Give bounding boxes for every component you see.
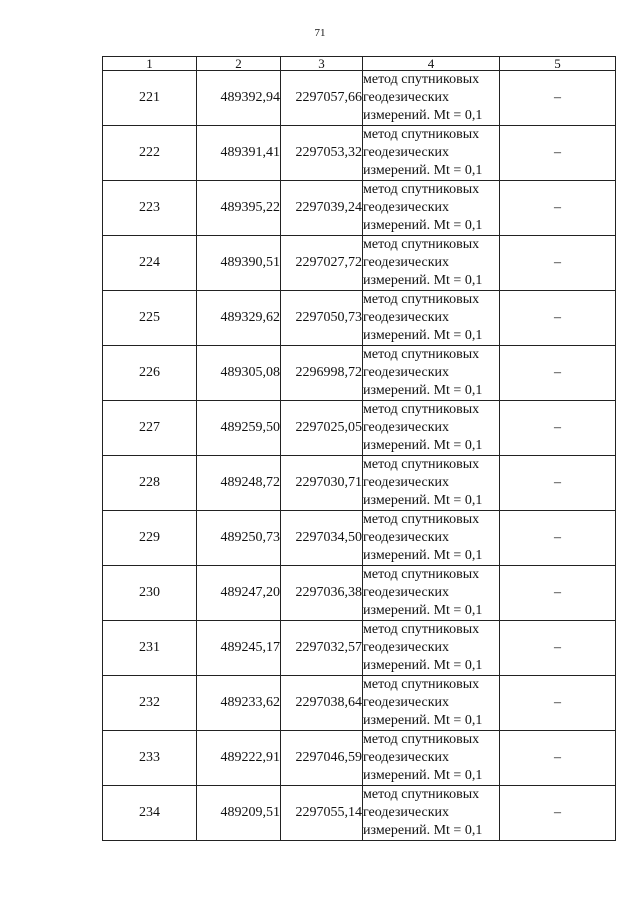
method-line: измерений. Mt = 0,1 [363, 218, 483, 233]
method-line: измерений. Mt = 0,1 [363, 603, 483, 618]
table-row [103, 676, 616, 731]
coordinates-table [102, 56, 616, 841]
y-coordinate-cell: 2297027,72 [281, 236, 363, 291]
x-coordinate-cell: 489390,51 [197, 236, 281, 291]
x-coordinate-cell: 489245,17 [197, 621, 281, 676]
method-line: геодезических [363, 805, 450, 820]
note-cell: – [500, 786, 616, 841]
method-line: геодезических [363, 255, 450, 270]
method-line: измерений. Mt = 0,1 [363, 383, 483, 398]
point-number-cell: 232 [103, 676, 197, 731]
method-line: измерений. Mt = 0,1 [363, 713, 483, 728]
y-coordinate-cell: 2297034,50 [281, 511, 363, 566]
column-header-2: 2 [197, 57, 281, 71]
note-cell: – [500, 676, 616, 731]
table-body [103, 71, 616, 841]
point-number-cell: 230 [103, 566, 197, 621]
method-line: геодезических [363, 640, 450, 655]
method-line: измерений. Mt = 0,1 [363, 163, 483, 178]
table-row [103, 236, 616, 291]
table-row [103, 181, 616, 236]
method-line: метод спутниковых [363, 402, 480, 417]
y-coordinate-cell: 2297038,64 [281, 676, 363, 731]
point-number-cell: 222 [103, 126, 197, 181]
x-coordinate-cell: 489222,91 [197, 731, 281, 786]
method-cell [363, 181, 500, 236]
x-coordinate-cell: 489233,62 [197, 676, 281, 731]
table-row [103, 71, 616, 126]
method-line: геодезических [363, 750, 450, 765]
method-cell [363, 786, 500, 841]
table-row [103, 511, 616, 566]
x-coordinate-cell: 489329,62 [197, 291, 281, 346]
method-cell [363, 401, 500, 456]
method-line: измерений. Mt = 0,1 [363, 768, 483, 783]
method-line: геодезических [363, 200, 450, 215]
method-cell [363, 676, 500, 731]
point-number-cell: 224 [103, 236, 197, 291]
method-line: геодезических [363, 585, 450, 600]
method-cell [363, 511, 500, 566]
table-row [103, 456, 616, 511]
y-coordinate-cell: 2296998,72 [281, 346, 363, 401]
y-coordinate-cell: 2297053,32 [281, 126, 363, 181]
method-cell [363, 291, 500, 346]
x-coordinate-cell: 489395,22 [197, 181, 281, 236]
point-number-cell: 226 [103, 346, 197, 401]
x-coordinate-cell: 489392,94 [197, 71, 281, 126]
table-row [103, 126, 616, 181]
note-cell: – [500, 621, 616, 676]
point-number-cell: 225 [103, 291, 197, 346]
column-header-5: 5 [500, 57, 616, 71]
method-line: метод спутниковых [363, 567, 480, 582]
method-line: геодезических [363, 90, 450, 105]
method-cell [363, 456, 500, 511]
method-line: геодезических [363, 310, 450, 325]
method-cell [363, 566, 500, 621]
method-line: метод спутниковых [363, 127, 480, 142]
x-coordinate-cell: 489250,73 [197, 511, 281, 566]
method-cell [363, 731, 500, 786]
y-coordinate-cell: 2297050,73 [281, 291, 363, 346]
method-line: метод спутниковых [363, 787, 480, 802]
y-coordinate-cell: 2297055,14 [281, 786, 363, 841]
note-cell: – [500, 401, 616, 456]
y-coordinate-cell: 2297032,57 [281, 621, 363, 676]
method-line: геодезических [363, 420, 450, 435]
method-line: геодезических [363, 145, 450, 160]
method-line: метод спутниковых [363, 292, 480, 307]
method-line: метод спутниковых [363, 457, 480, 472]
point-number-cell: 229 [103, 511, 197, 566]
method-line: метод спутниковых [363, 622, 480, 637]
note-cell: – [500, 456, 616, 511]
table-row [103, 291, 616, 346]
table-row [103, 566, 616, 621]
point-number-cell: 227 [103, 401, 197, 456]
method-line: метод спутниковых [363, 237, 480, 252]
method-cell [363, 346, 500, 401]
method-line: измерений. Mt = 0,1 [363, 548, 483, 563]
method-cell [363, 126, 500, 181]
method-line: геодезических [363, 530, 450, 545]
x-coordinate-cell: 489209,51 [197, 786, 281, 841]
y-coordinate-cell: 2297030,71 [281, 456, 363, 511]
note-cell: – [500, 126, 616, 181]
table-row [103, 621, 616, 676]
column-header-1: 1 [103, 57, 197, 71]
column-header-4: 4 [363, 57, 500, 71]
x-coordinate-cell: 489391,41 [197, 126, 281, 181]
note-cell: – [500, 566, 616, 621]
method-line: метод спутниковых [363, 347, 480, 362]
method-line: измерений. Mt = 0,1 [363, 823, 483, 838]
note-cell: – [500, 236, 616, 291]
table-row [103, 786, 616, 841]
table-header-row [103, 57, 616, 71]
y-coordinate-cell: 2297057,66 [281, 71, 363, 126]
note-cell: – [500, 71, 616, 126]
point-number-cell: 234 [103, 786, 197, 841]
table-row [103, 401, 616, 456]
column-header-3: 3 [281, 57, 363, 71]
method-line: метод спутниковых [363, 182, 480, 197]
method-cell [363, 236, 500, 291]
table-row [103, 346, 616, 401]
point-number-cell: 233 [103, 731, 197, 786]
page-number: 71 [314, 27, 326, 39]
point-number-cell: 223 [103, 181, 197, 236]
note-cell: – [500, 511, 616, 566]
method-line: метод спутниковых [363, 512, 480, 527]
note-cell: – [500, 346, 616, 401]
method-line: измерений. Mt = 0,1 [363, 328, 483, 343]
x-coordinate-cell: 489305,08 [197, 346, 281, 401]
y-coordinate-cell: 2297036,38 [281, 566, 363, 621]
note-cell: – [500, 181, 616, 236]
method-line: измерений. Mt = 0,1 [363, 438, 483, 453]
method-line: геодезических [363, 365, 450, 380]
method-line: метод спутниковых [363, 72, 480, 87]
method-line: метод спутниковых [363, 677, 480, 692]
y-coordinate-cell: 2297025,05 [281, 401, 363, 456]
x-coordinate-cell: 489247,20 [197, 566, 281, 621]
point-number-cell: 228 [103, 456, 197, 511]
x-coordinate-cell: 489248,72 [197, 456, 281, 511]
y-coordinate-cell: 2297046,59 [281, 731, 363, 786]
point-number-cell: 221 [103, 71, 197, 126]
y-coordinate-cell: 2297039,24 [281, 181, 363, 236]
method-line: измерений. Mt = 0,1 [363, 108, 483, 123]
method-cell [363, 71, 500, 126]
method-line: измерений. Mt = 0,1 [363, 493, 483, 508]
note-cell: – [500, 731, 616, 786]
note-cell: – [500, 291, 616, 346]
method-line: измерений. Mt = 0,1 [363, 273, 483, 288]
method-line: метод спутниковых [363, 732, 480, 747]
method-line: измерений. Mt = 0,1 [363, 658, 483, 673]
method-line: геодезических [363, 475, 450, 490]
method-line: геодезических [363, 695, 450, 710]
table-row [103, 731, 616, 786]
method-cell [363, 621, 500, 676]
point-number-cell: 231 [103, 621, 197, 676]
x-coordinate-cell: 489259,50 [197, 401, 281, 456]
